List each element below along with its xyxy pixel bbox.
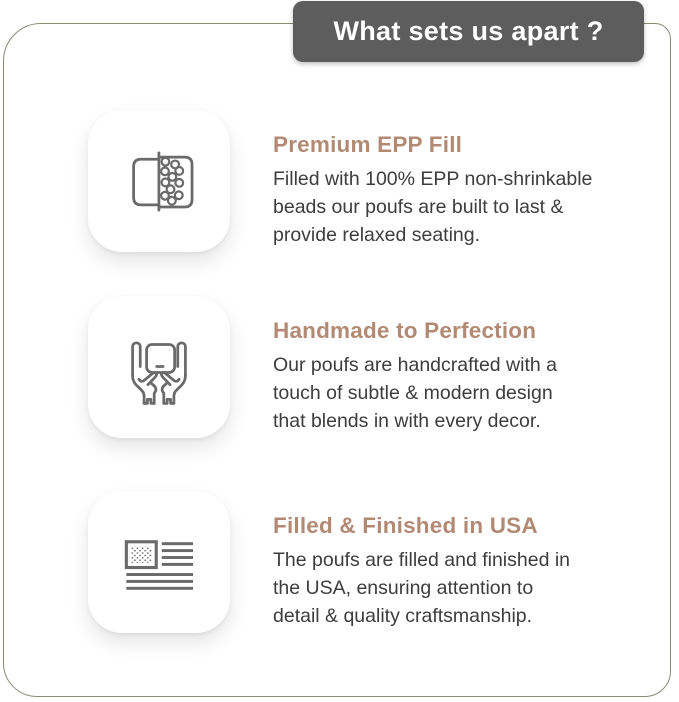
feature-row-premium-epp-fill (88, 110, 645, 252)
feature-body: Filled with 100% EPP non-shrinkable beads our poufs are built to last & provide relaxed seating. (273, 168, 593, 246)
feature-row-usa (88, 491, 645, 633)
feature-row-handmade (88, 296, 645, 438)
pouf-cross-section-epp-beads-icon (113, 135, 205, 227)
feature-body: The poufs are filled and finished in the USA, ensuring attention to detail & quality craftsmanship. (273, 549, 571, 627)
banner-title: What sets us apart ? (333, 16, 604, 46)
feature-text-block (273, 491, 645, 630)
feature-heading: Filled & Finished in USA (273, 513, 538, 538)
header-banner (293, 1, 644, 62)
icon-card (88, 296, 230, 438)
hands-holding-pouf-icon (113, 321, 205, 413)
feature-text-block (273, 110, 645, 249)
feature-heading: Handmade to Perfection (273, 318, 537, 343)
feature-text-block (273, 296, 645, 435)
feature-heading: Premium EPP Fill (273, 132, 463, 157)
icon-card (88, 491, 230, 633)
feature-body: Our poufs are handcrafted with a touch of subtle & modern design that blends in with every decor. (273, 354, 557, 432)
icon-card (88, 110, 230, 252)
usa-flag-icon (113, 516, 205, 608)
